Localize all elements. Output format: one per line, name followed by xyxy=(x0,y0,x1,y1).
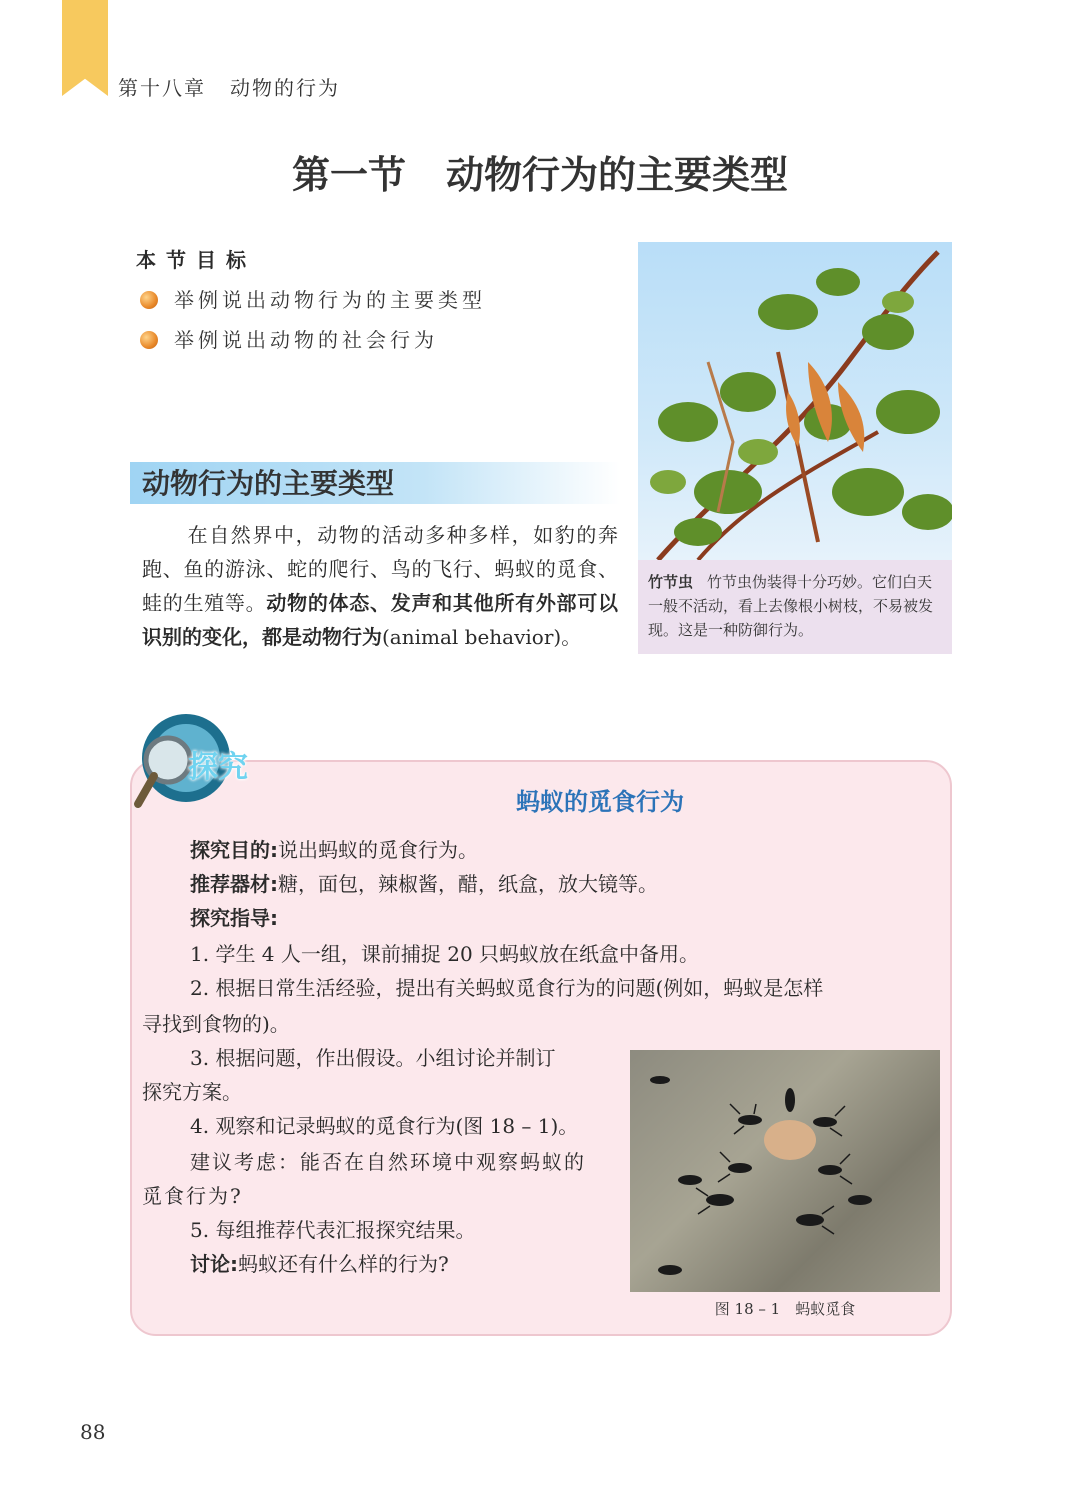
section-title xyxy=(0,144,1080,199)
subsection-heading: 动物行为的主要类型 xyxy=(130,462,620,504)
section-name: 动物行为的主要类型 xyxy=(446,153,789,197)
chapter-number: 第十八章 xyxy=(118,76,206,100)
orange-bullet-icon xyxy=(140,291,158,309)
ants-foraging-illustration xyxy=(630,1050,940,1292)
chapter-tab-marker xyxy=(62,0,108,96)
discussion-label: 讨论: xyxy=(190,1252,238,1276)
ants-photo xyxy=(630,1050,940,1292)
step-2: 2. 根据日常生活经验，提出有关蚂蚁觅食行为的问题(例如，蚂蚁是怎样 xyxy=(190,976,824,1000)
guide-label: 探究指导: xyxy=(190,906,278,930)
caption-name: 竹节虫 xyxy=(648,573,694,591)
materials-text: 糖，面包，辣椒酱，醋，纸盒，放大镜等。 xyxy=(278,872,658,896)
goal-text: 举例说出动物的社会行为 xyxy=(174,328,438,352)
chapter-header xyxy=(118,72,340,101)
chapter-name: 动物的行为 xyxy=(230,76,340,100)
ants-figure-caption: 图 18 – 1 蚂蚁觅食 xyxy=(714,1300,856,1318)
step-2-cont: 寻找到食物的)。 xyxy=(142,1012,290,1036)
intro-paragraph xyxy=(142,518,618,654)
goal-text: 举例说出动物行为的主要类型 xyxy=(174,288,486,312)
discussion-text: 蚂蚁还有什么样的行为? xyxy=(238,1252,449,1276)
suggestion-cont: 觅食行为? xyxy=(142,1184,243,1208)
guide-line xyxy=(190,902,278,931)
step-5: 5. 每组推荐代表汇报探究结果。 xyxy=(190,1218,476,1242)
section-number: 第一节 xyxy=(291,153,406,197)
purpose-line xyxy=(190,834,478,863)
materials-line xyxy=(190,868,658,897)
caption-text: 竹节虫伪装得十分巧妙。它们白天一般不活动，看上去像根小树枝，不易被发现。这是一种防御行为。 xyxy=(648,573,934,639)
para-bold: 动物的体态、发声和其他所有外部可以识别的变化，都是动物行为 xyxy=(142,591,619,649)
purpose-label: 探究目的: xyxy=(190,838,278,862)
explore-title: 蚂蚁的觅食行为 xyxy=(516,788,684,816)
stick-insect-illustration xyxy=(638,242,952,560)
goals-heading: 本节目标 xyxy=(136,248,256,272)
step-4: 4. 观察和记录蚂蚁的觅食行为(图 18 – 1)。 xyxy=(190,1114,579,1138)
stick-insect-photo xyxy=(638,242,952,560)
materials-label: 推荐器材: xyxy=(190,872,278,896)
purpose-text: 说出蚂蚁的觅食行为。 xyxy=(278,838,478,862)
step-3: 3. 根据问题，作出假设。小组讨论并制订 xyxy=(190,1046,556,1070)
stick-insect-caption xyxy=(638,560,952,654)
para-normal: 在自然界中，动物的活动多种多样，如豹的奔跑、鱼的游泳、蛇的爬行、鸟的飞行、蚂蚁的觅食、蛙的生殖等。 xyxy=(142,523,618,615)
step-3-cont: 探究方案。 xyxy=(142,1080,242,1104)
explore-label: 探究 xyxy=(188,750,248,785)
discussion-line xyxy=(190,1248,449,1277)
orange-bullet-icon xyxy=(140,331,158,349)
page-number: 88 xyxy=(80,1420,106,1444)
para-end: (animal behavior)。 xyxy=(382,625,582,649)
step-1: 1. 学生 4 人一组，课前捕捉 20 只蚂蚁放在纸盒中备用。 xyxy=(190,942,700,966)
goal-item xyxy=(140,324,438,353)
suggestion: 建议考虑：能否在自然环境中观察蚂蚁的 xyxy=(190,1150,586,1174)
goal-item xyxy=(140,284,486,313)
